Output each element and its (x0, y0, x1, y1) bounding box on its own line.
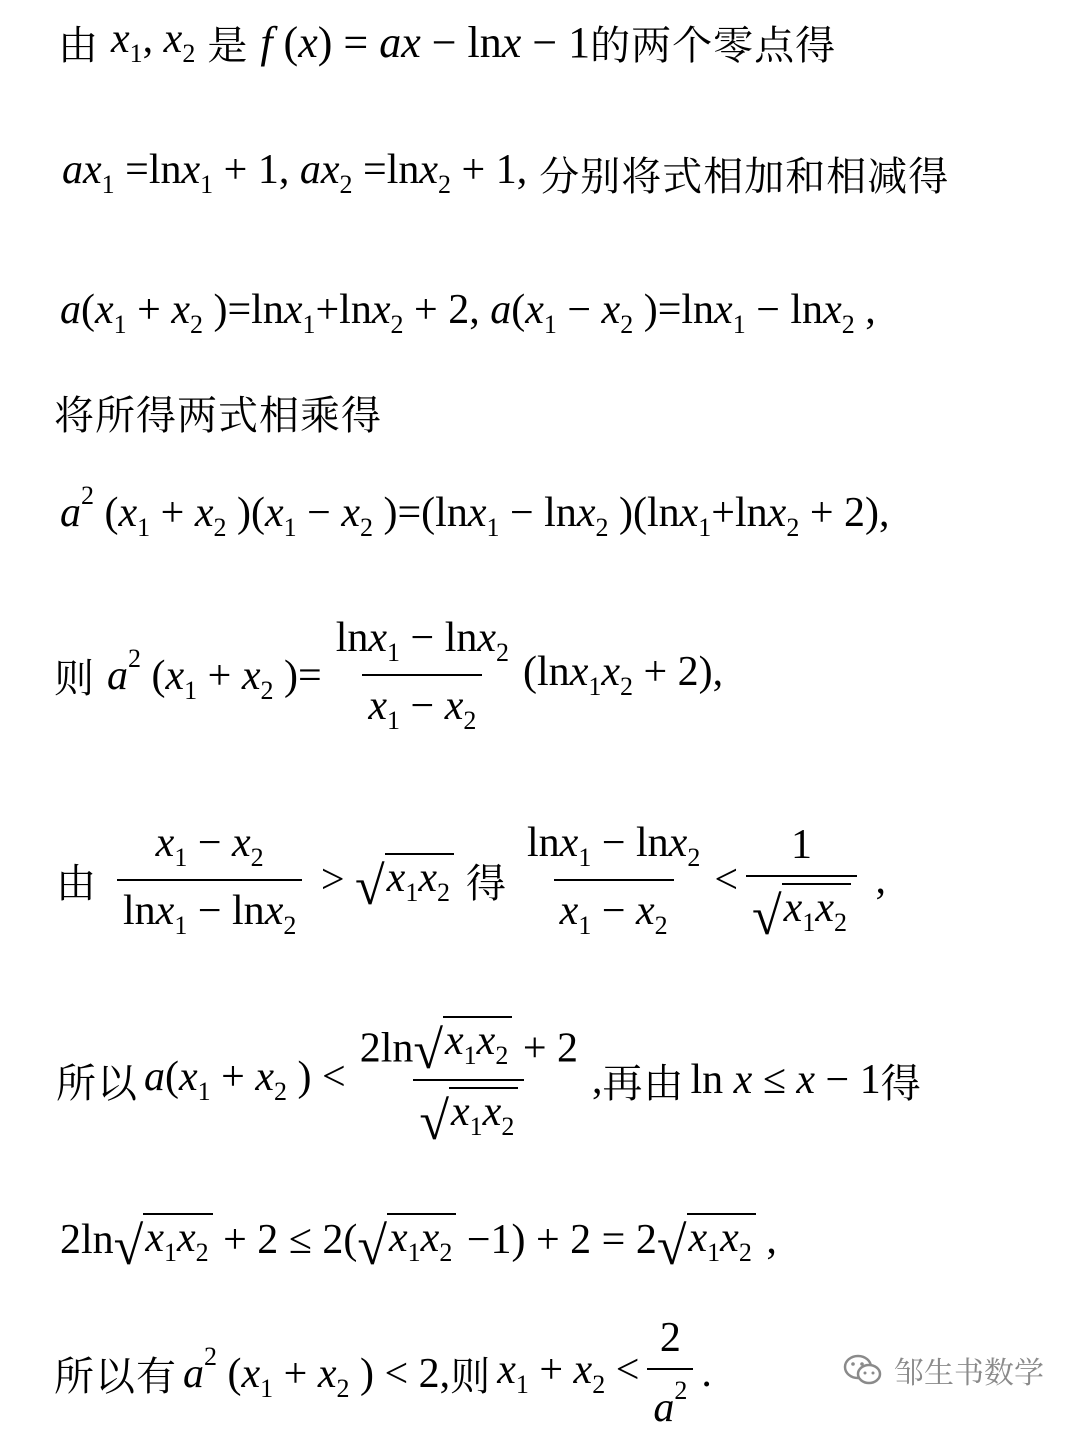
formula-final: $a^2$ ($x_1 + x_2$ ) < 2, (183, 1342, 451, 1403)
text-ze-2: 则 (450, 1353, 492, 1400)
line-1 (58, 16, 837, 69)
text-zaiyou: 再由 (602, 1060, 685, 1107)
line-2 (62, 145, 949, 201)
fraction-two-over-a2: $\frac{2}{a^2}$ (647, 1314, 693, 1432)
fraction-inverse-sqrt: 1 √ $x_1x_2$ (746, 821, 857, 940)
text-you: 由 (58, 22, 99, 69)
line-5 (60, 481, 890, 542)
text-ze: 则 (54, 655, 95, 702)
formula-conclusion: $x_1 + x_2$ < $\frac{2}{a^2}$ . (497, 1315, 712, 1431)
formula-bound-a: $a(x_1 + x_2$ ) < 2ln √ $x_1x_2$ + 2 √ $x_1x_2$ , (144, 1018, 603, 1151)
fraction-log-mean: $\frac{x_1 - x_2}{\ln x_1 - \ln x_2}$ (117, 819, 302, 941)
text-you-2: 由 (56, 860, 97, 907)
formula-equations: $ax_1 =\ln x_1 + 1$, $ax_2 =\ln x_2 + 1$, (62, 147, 528, 199)
text-de: 得 (465, 860, 507, 907)
formula-zeros: $x_1$, $x_2$ (111, 16, 196, 68)
line-6 (54, 610, 723, 740)
sqrt-x1x2: √ $x_1x_2$ (355, 853, 454, 908)
watermark (842, 1348, 1044, 1392)
formula-ratio: $a^2$ ($x_1 + x_2$ )= $\frac{\ln x_1 - \ln x_2}{x_1 - x_2}$ $(\ln x_1x_2 + 2)$, (107, 615, 724, 735)
text-zeros: 的两个零点得 (590, 22, 837, 69)
text-suoyiyou: 所以有 (54, 1353, 177, 1400)
fraction-log-diff-2: $\frac{\ln x_1 - \ln x_2}{x_1 - x_2}$ (526, 820, 701, 940)
fraction-bound: 2ln √ $x_1x_2$ + 2 √ $x_1x_2$ (359, 1018, 578, 1151)
text-multiply: 将所得两式相乘得 (54, 392, 382, 439)
line-8 (56, 1005, 922, 1155)
watermark-text: 邹生书数学 (894, 1356, 1044, 1391)
text-add-subtract: 分别将式相加和相减得 (539, 153, 950, 200)
formula-sum-diff: $a(x_1 + x_2$ )=lnx$_1$+lnx$_2$ + 2, $a(x_1 - x_2$ )=lnx$_1$ − lnx$_2$ , (60, 287, 876, 339)
text-shi: 是 (207, 22, 249, 69)
formula-chain: 2ln √ $x_1x_2$ + 2 ≤ 2( √ $x_1x_2$ −1) + 2 = 2 √ $x_1x_2$ , (60, 1214, 777, 1277)
wechat-icon (842, 1353, 882, 1387)
text-suoyi: 所以 (56, 1060, 138, 1107)
text-de-2: 得 (880, 1060, 922, 1107)
line-10 (54, 1315, 712, 1431)
formula-ln-inequality: ln x ≤ x − 1 (690, 1057, 881, 1103)
formula-fx: f (x) = ax − lnx − 1 (260, 17, 591, 67)
formula-log-bound: $\frac{\ln x_1 - \ln x_2}{x_1 - x_2}$ < 1 √ $x_1x_2$ , (513, 819, 886, 941)
formula-product: $a^2$ ($x_1 + x_2$ )($x_1 - x_2$ )=(lnx$_1$ − lnx$_2$ )(lnx$_1$+lnx$_2$ + 2), (60, 481, 890, 542)
line-3 (60, 285, 876, 341)
line-4 (54, 388, 382, 439)
formula-log-mean: $\frac{x_1 - x_2}{\ln x_1 - \ln x_2}$ > √ $x_1x_2$ (109, 819, 454, 941)
line-9 (60, 1200, 777, 1280)
line-7 (56, 810, 886, 950)
fraction-log-diff: $\frac{\ln x_1 - \ln x_2}{x_1 - x_2}$ (335, 615, 510, 735)
